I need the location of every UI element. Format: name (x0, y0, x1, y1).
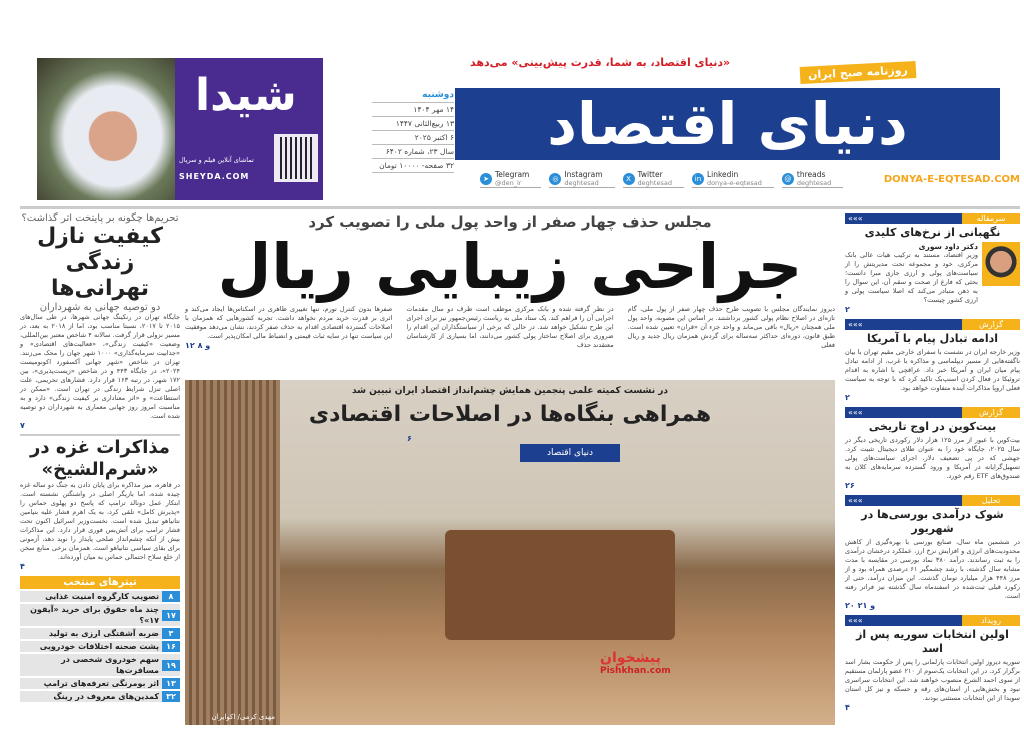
page-ref[interactable]: ۱۲ و ۸ (185, 341, 211, 350)
social-twitter[interactable] (623, 170, 684, 188)
right-section[interactable] (845, 615, 1020, 713)
selected-headlines-title: تیترهای منتخب (20, 576, 180, 589)
headline-text: اثر بومرنگی تعرفه‌های ترامپ (43, 679, 159, 688)
pishkhan-watermark (600, 650, 671, 676)
section-body: سوریه دیروز اولین انتخابات پارلمانی را پس از حکومت بشار اسد برگزار کرد. در این انتخابات یک‌سوم از ۲۱۰ عضو پارلمان مستقیم از سوی احمد الشرع منصوب خواهند شد. این انتخابات سراسری نبود و بخش‌هایی از استان‌های رقه و حسکه و نیز کل استان سویدا از این انتخابات مستثنی بودند. (845, 658, 1020, 702)
author-block (845, 242, 1020, 305)
masthead-logo: دنیای اقتصاد (547, 90, 908, 158)
instagram-icon: ◎ (549, 173, 561, 185)
social-name: Linkedin (706, 170, 739, 179)
solar-date: ۱۴ مهر ۱۴۰۴ (372, 103, 454, 117)
story-tehran[interactable] (20, 213, 180, 431)
lead-photo[interactable] (185, 380, 835, 725)
linkedin-icon: in (692, 173, 704, 185)
selected-headline-item[interactable] (20, 604, 180, 626)
photo-banner: دنیای اقتصاد (520, 444, 620, 462)
weekday: دوشنبه (372, 88, 454, 103)
ad-url: SHEYDA.COM (179, 172, 250, 181)
section-header (845, 213, 1020, 224)
page-number: ۸ (162, 591, 180, 602)
x-icon: X (623, 173, 635, 185)
page-ref[interactable]: ۲ (845, 305, 850, 314)
section-label: سرمقاله (962, 213, 1020, 224)
website-link[interactable]: DONYA-E-EQTESAD.COM (883, 173, 1020, 185)
lead-body (185, 305, 835, 351)
headline-text: سهم خودروی شخصی در مسافرت‌ها (61, 655, 159, 675)
page-number: ۱۹ (162, 660, 180, 671)
photo-kicker: در نشست کمیته علمی پنجمین همایش چشم‌انداز اقتصاد ایران تبیین شد (351, 386, 669, 396)
right-section[interactable] (845, 495, 1020, 611)
selected-headline-item[interactable] (20, 654, 180, 676)
lead-column: دیروز نمایندگان مجلس با تصویب طرح حذف چهار صفر از پول ملی، گام تازه‌ای در اصلاح نظام پولی کشور برداشتند. بر اساس این مصوبه، واحد پول ملی همچنان «ریال» باقی می‌ماند و واحد جزء آن «قران» تعیین شده است. طبق قانون، دوره‌ای حداکثر سه‌ساله برای گردش همزمان ریال جدید و ریال فعلی (627, 305, 835, 349)
lead-column: صفرها بدون کنترل تورم، تنها تغییری ظاهری در اسکناس‌ها ایجاد می‌کند و اثری بر قدرت خرید مردم نخواهد داشت. تجربه کشورهایی که همزمان با اصلاحات گسترده اقتصادی اقدام به حذف صفر کردند، نشان می‌دهد موفقیت این سیاست تنها در سایه ثبات قیمتی و انضباط مالی امکان‌پذیر است. (185, 305, 393, 340)
ad-photo (37, 58, 175, 200)
page-ref[interactable]: ۴ (20, 562, 25, 571)
watermark-text: پیشخوان (600, 650, 661, 666)
section-label: گزارش (962, 407, 1020, 418)
masthead-tagline: «دنیای اقتصاد، به شما، قدرت پیش‌بینی» می‌دهد (470, 56, 731, 69)
selected-headline-item[interactable] (20, 628, 180, 639)
watermark-url: Pishkhan.com (600, 666, 671, 676)
selected-headline-item[interactable] (20, 641, 180, 652)
social-links (480, 170, 1020, 188)
page-number: ۱۷ (162, 610, 180, 621)
section-header (845, 319, 1020, 330)
section-body: وزیر خارجه ایران در نشست با سفرای خارجی مقیم تهران با بیان ناگفته‌هایی از مسیر دیپلماسی و مذاکره با غرب، از ادامه تبادل پیام میان ایران و آمریکا خبر داد. عراقچی با اشاره به اقدام تروئیکا در فعال کردن اسنپ‌بک تاکید کرد که با توجه به سیاست فعلی اروپا مذاکرات آینده متفاوت خواهد بود. (845, 348, 1020, 392)
section-body: در ششمین ماه سال، صنایع بورسی با بهره‌گیری از کاهش محدودیت‌های انرژی و افزایش نرخ ارز، عملکرد درخشان درآمدی را به ثبت رساندند. درآمد ۳۸۰ نماد بورسی در مقایسه با مدت مشابه سال گذشته، با رشد چشمگیر ۶۱ درصدی همراه بود و از مرز ۴۴۸ هزار میلیارد تومان گذشت. این میزان درآمد، حتی از رکورد قبلی ثبت‌شده در اسفندماه سال گذشته نیز فراتر رفته است. (845, 538, 1021, 600)
sheyda-logo: شیدا (195, 70, 297, 121)
social-name: Twitter (637, 170, 663, 179)
selected-headline-item[interactable] (20, 691, 180, 702)
author-photo (982, 242, 1020, 286)
issue-number: سال ۲۳، شماره ۶۴۰۲ (372, 145, 454, 159)
page-number: ۳۲ (162, 691, 180, 702)
right-section[interactable] (845, 213, 1020, 315)
social-handle: donya-e-eqtesad (706, 179, 762, 187)
story-body: جایگاه تهران در رنکینگ جهانی شهرها، در طی سال‌های ۲۰۱۵ تا ۲۰۱۷، نسبتا مناسب بود، اما از ۲۰۱۸ به بعد، در مسیر نزولی قرار گرفت. سالانه ۴ شاخص معتبر بین‌المللی، وضعیت «کیفیت زندگی»، «فعالیت‌های اقتصادی» و «جذابیت سرمایه‌گذاری» ۱۰۰۰ شهر جهان را محک می‌زنند. تهران در شاخص «شهر جهانی آکسفورد اکونومیست ۲۰۲۴»، در جایگاه ۴۴۳ و در شاخص «زیست‌پذیری»، بین ۱۷۲ شهر، در رتبه ۱۶۳ قرار دارد. فشارهای تحریمی، علت اصلی تنزل شرایط زندگی در تهران است. «ممکن در استطاعت» و «اثر معناداری بر کیفیت زندگی» دارد و به مناسبت امروز روز جهانی معماری به شهرداران دو توصیه شده است. (20, 313, 181, 420)
social-instagram[interactable] (549, 170, 614, 188)
masthead-divider (20, 206, 1020, 209)
social-name: threads (796, 170, 826, 179)
chevrons-icon: ««« (845, 495, 962, 506)
lead-headline[interactable]: جراحی زیبایی ریال (217, 230, 803, 303)
threads-icon: @ (782, 173, 794, 185)
page-number: ۱۶ (162, 641, 180, 652)
social-name: Telegram (495, 170, 530, 179)
social-name: Instagram (564, 170, 603, 179)
section-label: گزارش (962, 319, 1020, 330)
chevrons-icon: ««« (845, 407, 962, 418)
photo-title: همراهی بنگاه‌ها در اصلاحات اقتصادی (308, 402, 712, 427)
chevrons-icon: ««« (845, 213, 962, 224)
selected-headline-item[interactable] (20, 678, 180, 689)
page-ref[interactable]: ۶ (407, 434, 412, 443)
page-number: ۱۳ (162, 678, 180, 689)
author-name: دکتر داود سوری (918, 242, 978, 251)
page-number: ۳ (162, 628, 180, 639)
social-handle: @den_ir (495, 179, 522, 187)
headline-text: تصویب کارگروه امنیت غذایی (45, 592, 159, 601)
story-subtitle: دو توصیه جهانی به شهرداران (39, 302, 161, 313)
section-title: بیت‌کوین در اوج تاریخی (868, 420, 997, 433)
lead-column: در نظر گرفته شده و بانک مرکزی موظف است ظرف دو سال مقدمات اجرایی آن را فراهم کند. یک ستاد ملی به ریاست رئیس‌جمهور نیز برای اجرای این طرح تشکیل خواهد شد. در حالی که برخی از سیاستگذاران این اقدام را ضروری برای اصلاح ساختار پولی کشور می‌دانند، اما بسیاری از کارشناسان معتقدند حذف (406, 305, 614, 349)
section-title: نگهبانی از نرخ‌های کلیدی (864, 226, 1001, 239)
chevrons-icon: ««« (845, 319, 962, 330)
conference-table (445, 530, 675, 640)
lead-kicker: مجلس حذف چهار صفر از واحد پول ملی را تصویب کرد (308, 213, 712, 231)
center-column (185, 213, 835, 721)
section-title: اولین انتخابات سوریه پس از اسد (856, 628, 1009, 655)
curtain (185, 380, 280, 725)
lunar-date: ۱۳ ربیع‌الثانی ۱۴۴۷ (372, 117, 454, 131)
story-title: مذاکرات غزه در «شرم‌الشیخ» (30, 437, 170, 480)
headline-text: پشت صحنه اختلافات خودرویی (39, 642, 159, 651)
social-linkedin[interactable] (692, 170, 774, 188)
gregorian-date: ۶ اکتبر ۲۰۲۵ (372, 131, 454, 145)
social-handle: deghtesad (564, 179, 599, 187)
selected-headline-item[interactable] (20, 591, 180, 602)
section-header (845, 407, 1020, 418)
telegram-icon: ➤ (480, 173, 492, 185)
date-box (372, 88, 454, 173)
section-header (845, 495, 1020, 506)
qr-code-icon (274, 134, 318, 182)
social-threads[interactable] (782, 170, 843, 188)
headline-text: ضربه آشفتگی ارزی به تولید (48, 629, 159, 638)
page-ref[interactable]: ۲۰ و ۲۱ (845, 601, 876, 610)
section-title: ادامه تبادل پیام با آمریکا (866, 332, 999, 345)
page-ref[interactable]: ۷ (20, 421, 25, 430)
headline-text: چند ماه حقوق برای خرید «آیفون ۱۷»؟ (30, 605, 159, 625)
photo-credit: مهدی کرمی/ اکوایران (211, 713, 275, 721)
ad-tagline: تماشای آنلاین فیلم و سریال (179, 156, 254, 164)
right-section[interactable] (845, 407, 1020, 491)
section-label: تحلیل (962, 495, 1020, 506)
social-handle: deghtesad (637, 179, 672, 187)
section-body: بیت‌کوین با عبور از مرز ۱۲۵ هزار دلار رکوردی تاریخی دیگر در سال ۲۰۲۵، جایگاه خود را به عنوان طلای دیجیتال تثبیت کرد. جهشی که در پی تضعیف دلار، اجرای سیاست‌های پولی تسهیل‌گرایانه در آمریکا و ورود گسترده سرمایه‌های کلان به صندوق‌های ETF رقم خورد. (845, 436, 1020, 480)
headline-text: کمدین‌های معروف در رینگ (53, 692, 159, 701)
masthead-subtitle: روزنامه صبح ایران (800, 61, 917, 84)
social-telegram[interactable] (480, 170, 541, 188)
section-body: وزیر اقتصاد، مستند به ترکیب هیات عالی بانک مرکزی، خود و مجموعه تحت مدیریتش را از سیاست‌های پولی و ارزی جاری مبرا دانست؛ بحثی که فارغ از صحت و سقم آن، این سوال را به ذهن متبادر می‌کند که اصلا سیاست پولی و ارزی کشور چیست؟ (845, 251, 978, 304)
left-column (20, 213, 180, 702)
right-section[interactable] (845, 319, 1020, 403)
price: ۳۲ صفحه- ۱۰۰۰۰ تومان (372, 159, 454, 173)
section-header (845, 615, 1020, 626)
ad-brand-panel (175, 58, 323, 200)
story-kicker: تحریم‌ها چگونه بر پایتخت اثر گذاشت؟ (21, 213, 179, 224)
story-title: کیفیت نازل زندگی تهرانی‌ها (37, 224, 163, 301)
sheyda-advertisement[interactable] (37, 58, 323, 200)
social-handle: deghtesad (796, 179, 832, 187)
story-body: در قاهره، میز مذاکره برای پایان دادن به جنگ دو ساله غزه چیده شده، اما بازیگر اصلی در واشنگتن نشسته است. ابتکار عمل دونالد ترامپ که پاسخ دو پهلوی حماس را «پذیرش کامل» تلقی کرد، به یک اهرم فشار علیه بنیامین نتانیاهو تبدیل شده است. نخست‌وزیر اسرائیل اکنون تحت فشار ترامپ برای آتش‌بس فوری قرار دارد. این مذاکرات بیش از آنکه چشم‌انداز صلحی پایدار را نوید دهد، آزمونی برای بقای سیاسی نتانیاهو است. همزمان برخی منابع سخن از خلع سلاح احتمالی حماس به میان آورده‌اند. (20, 481, 180, 561)
section-title: شوک درآمدی بورسی‌ها در شهریور (861, 508, 1004, 535)
chevrons-icon: ««« (845, 615, 962, 626)
story-gaza[interactable] (20, 434, 180, 572)
page-ref[interactable]: ۴ (845, 703, 850, 712)
right-column (845, 213, 1020, 717)
selected-headlines (20, 576, 180, 702)
section-label: رویداد (962, 615, 1020, 626)
page-ref[interactable]: ۲ (845, 393, 850, 402)
page-ref[interactable]: ۲۶ (845, 481, 855, 490)
